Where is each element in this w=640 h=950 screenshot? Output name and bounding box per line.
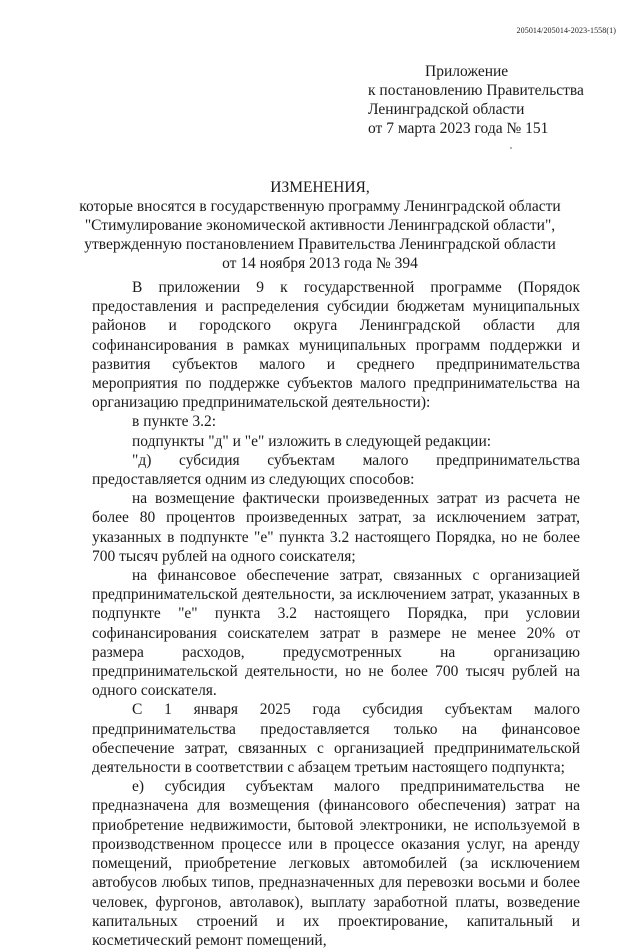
paragraph: в пункте 3.2:: [132, 413, 217, 431]
paragraph: "д) субсидия субъектам малого предпринимательства предоставляется одним из следующих способов:: [92, 451, 580, 489]
appendix-line: к постановлению Правительства: [368, 82, 584, 99]
appendix-line: Ленинградской области: [368, 101, 525, 118]
paragraph: С 1 января 2025 года субсидия субъектам малого предпринимательства предоставляется только на финансовое обеспечение затрат, связанных с организацией предпринимательской деятельности в соответствии с абзацем третьим настоящего подпункта;: [92, 701, 580, 777]
document-body: [92, 278, 580, 950]
paragraph: е) субсидия субъектам малого предпринимательства не предназначена для возмещения (финансового обеспечения) затрат на приобретение недвижимости, бытовой электроники, не используемой в производственном процессе или в процессе оказания услуг, на аренду помещений, приобретение легковых автомобилей (за исключением автобусов любых типов, предназначенных для перевозки восьми и более человек, фургонов, автолавок), выплату заработной платы, возведение капитальных строений и их проектирование, капитальный и косметический ремонт помещений,: [92, 778, 580, 949]
title-line: утвержденную постановлением Правительства Ленинградской области: [84, 236, 556, 253]
scan-mark: [510, 147, 512, 149]
paragraph: В приложении 9 к государственной программе (Порядок предоставления и распределения субсидии бюджетам муниципальных районов и городского округа Ленинградской области для софинансирования в рамках муниципальных программ поддержки и развития субъектов малого и среднего предпринимательства мероприятия по поддержке субъектов малого предпринимательства на организацию предпринимательской деятельности):: [92, 279, 580, 412]
document-title-block: [0, 178, 640, 273]
document-id: 205014/205014-2023-1558(1): [516, 26, 616, 35]
paragraph: на возмещение фактически произведенных затрат из расчета не более 80 процентов произведенных затрат, за исключением затрат, указанных в подпункте "е" пункта 3.2 настоящего Порядка, но не более 700 тысяч рублей на одного соискателя;: [92, 490, 580, 565]
paragraph: подпункты "д" и "е" изложить в следующей редакции:: [132, 432, 492, 450]
document-heading: ИЗМЕНЕНИЯ,: [270, 179, 370, 196]
title-date-line: от 14 ноября 2013 года № 394: [222, 255, 418, 272]
paragraph: на финансовое обеспечение затрат, связанных с организацией предпринимательской деятельности, за исключением затрат, указанных в подпункте "е" пункта 3.2 настоящего Порядка, при условии софинансирования соискателем затрат в размере не менее 20% от размера расходов, предусмотренных на организацию предпринимательской деятельности, но не более 700 тысяч рублей на одного соискателя.: [92, 567, 580, 700]
appendix-title: Приложение: [425, 63, 509, 80]
title-line: "Стимулирование экономической активности Ленинградской области",: [84, 217, 556, 234]
title-line: которые вносятся в государственную программу Ленинградской области: [79, 198, 561, 215]
appendix-block: [368, 62, 584, 138]
appendix-date-line: от 7 марта 2023 года № 151: [368, 120, 549, 137]
